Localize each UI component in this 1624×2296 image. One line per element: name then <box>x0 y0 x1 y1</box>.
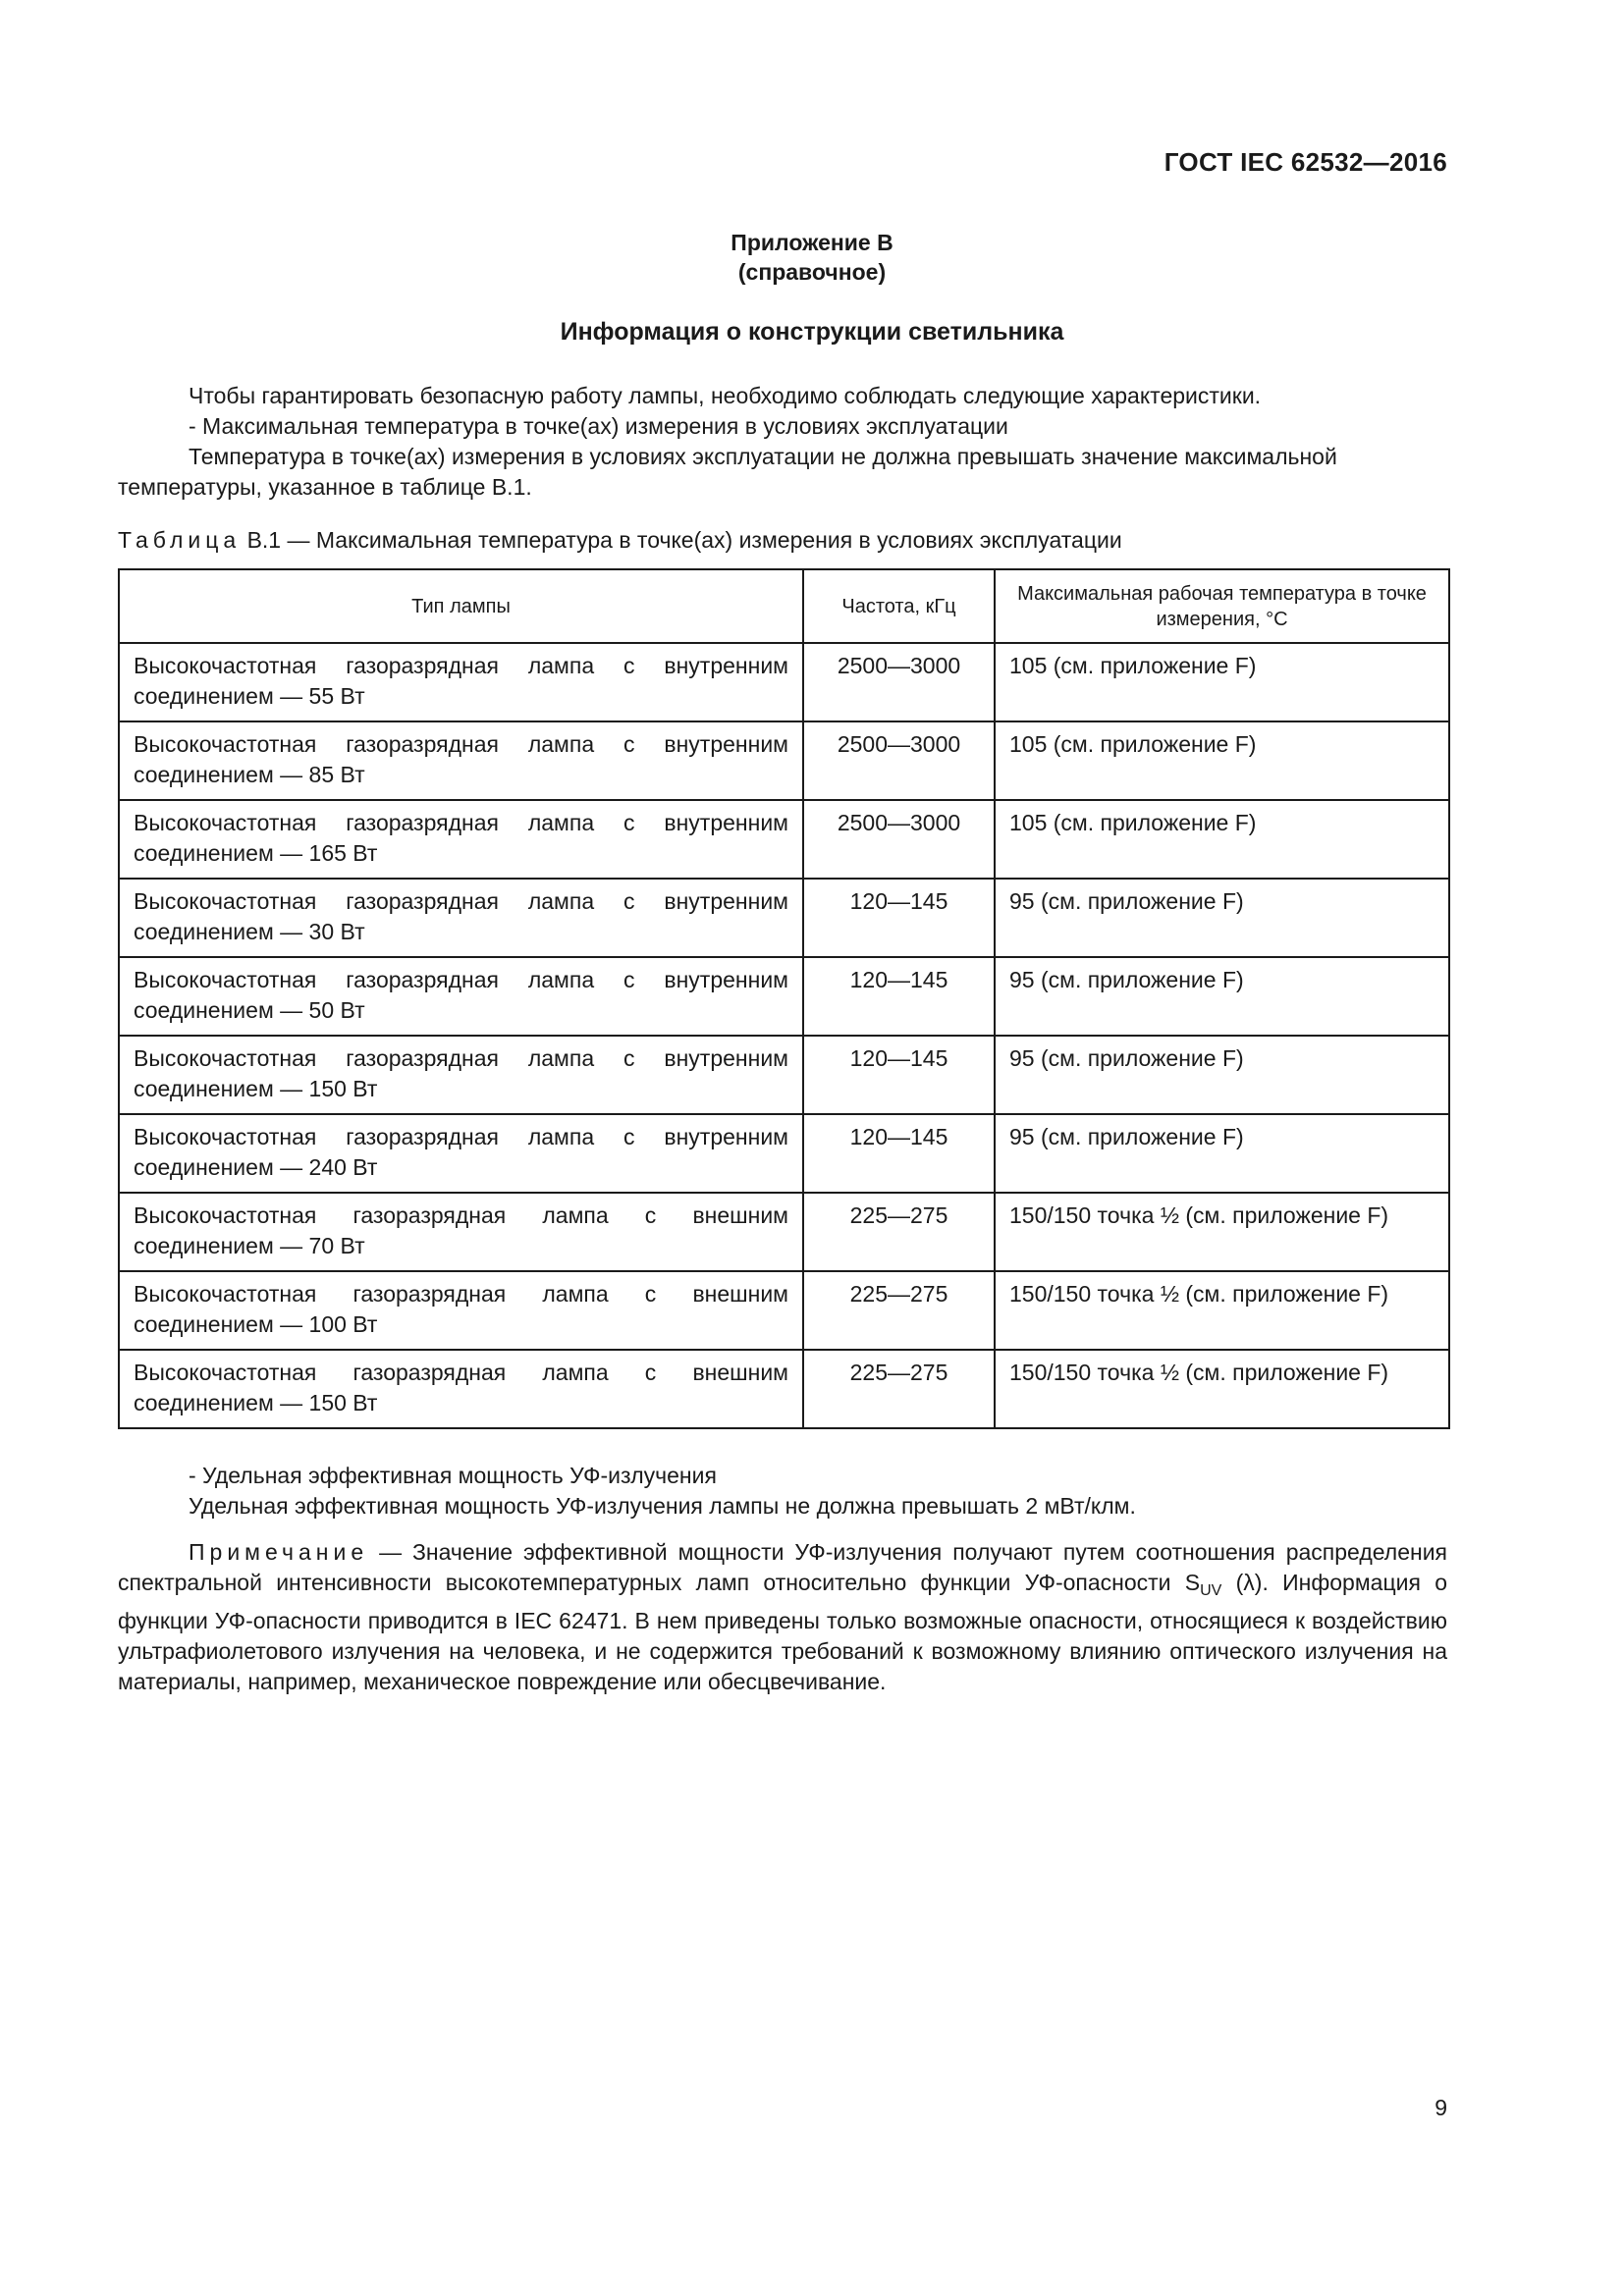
cell-temperature: 150/150 точка ½ (см. приложение F) <box>995 1193 1449 1271</box>
note-subscript: UV <box>1200 1582 1222 1599</box>
note-paragraph <box>118 1537 1447 1697</box>
cell-lamp-type: Высокочастотная газоразрядная лампа с внутренним соединением — 30 Вт <box>119 879 803 957</box>
document-code: ГОСТ IEC 62532—2016 <box>1164 147 1447 177</box>
cell-temperature: 105 (см. приложение F) <box>995 800 1449 879</box>
note-label: Примечание <box>189 1539 369 1565</box>
table-row <box>119 800 1449 879</box>
table-caption-prefix: Таблица <box>118 527 242 553</box>
cell-temperature: 150/150 точка ½ (см. приложение F) <box>995 1350 1449 1428</box>
uv-requirement-text <box>118 1461 1447 1522</box>
table-caption <box>118 527 1122 554</box>
cell-temperature: 105 (см. приложение F) <box>995 721 1449 800</box>
note-text-part1: — Значение эффективной мощности УФ-излучения получают путем соотношения распределения спектральной интенсивности высокотемпературных ламп относительно функции УФ-опасности S <box>118 1539 1447 1595</box>
header-max-temperature: Максимальная рабочая температура в точке измерения, °С <box>995 569 1449 643</box>
intro-paragraph: Чтобы гарантировать безопасную работу лампы, необходимо соблюдать следующие характеристики. <box>189 383 1262 408</box>
cell-lamp-type: Высокочастотная газоразрядная лампа с внутренним соединением — 55 Вт <box>119 643 803 721</box>
uv-paragraph: Удельная эффективная мощность УФ-излучения лампы не должна превышать 2 мВт/клм. <box>189 1493 1136 1519</box>
cell-frequency: 2500—3000 <box>803 721 995 800</box>
cell-temperature: 95 (см. приложение F) <box>995 1114 1449 1193</box>
cell-temperature: 95 (см. приложение F) <box>995 1036 1449 1114</box>
cell-lamp-type: Высокочастотная газоразрядная лампа с внутренним соединением — 150 Вт <box>119 1036 803 1114</box>
cell-temperature: 150/150 точка ½ (см. приложение F) <box>995 1271 1449 1350</box>
annex-status: (справочное) <box>737 259 887 285</box>
annex-title: Приложение В <box>731 230 893 255</box>
intro-paragraph: Температура в точке(ах) измерения в условиях эксплуатации не должна превышать значение максимальной температуры, указанное в таблице В.1. <box>118 444 1337 500</box>
cell-frequency: 2500—3000 <box>803 800 995 879</box>
cell-lamp-type: Высокочастотная газоразрядная лампа с внутренним соединением — 85 Вт <box>119 721 803 800</box>
table-row <box>119 721 1449 800</box>
cell-frequency: 225—275 <box>803 1271 995 1350</box>
cell-lamp-type: Высокочастотная газоразрядная лампа с внешним соединением — 70 Вт <box>119 1193 803 1271</box>
cell-lamp-type: Высокочастотная газоразрядная лампа с внутренним соединением — 240 Вт <box>119 1114 803 1193</box>
cell-temperature: 105 (см. приложение F) <box>995 643 1449 721</box>
table-row <box>119 643 1449 721</box>
cell-frequency: 120—145 <box>803 1036 995 1114</box>
table-row <box>119 879 1449 957</box>
cell-temperature: 95 (см. приложение F) <box>995 957 1449 1036</box>
table-row <box>119 1193 1449 1271</box>
table-row <box>119 1036 1449 1114</box>
table-row <box>119 1350 1449 1428</box>
cell-frequency: 2500—3000 <box>803 643 995 721</box>
uv-paragraph: - Удельная эффективная мощность УФ-излучения <box>189 1463 717 1488</box>
cell-lamp-type: Высокочастотная газоразрядная лампа с внешним соединением — 100 Вт <box>119 1271 803 1350</box>
annex-heading <box>0 228 1624 287</box>
cell-frequency: 120—145 <box>803 957 995 1036</box>
cell-frequency: 120—145 <box>803 879 995 957</box>
table-row <box>119 957 1449 1036</box>
cell-lamp-type: Высокочастотная газоразрядная лампа с внутренним соединением — 165 Вт <box>119 800 803 879</box>
table-row <box>119 1114 1449 1193</box>
header-frequency: Частота, кГц <box>803 569 995 643</box>
table-header-row <box>119 569 1449 643</box>
cell-lamp-type: Высокочастотная газоразрядная лампа с внутренним соединением — 50 Вт <box>119 957 803 1036</box>
note-text-part2: (λ). Информация о функции УФ-опасности приводится в IEC 62471. В нем приведены только возможные опасности, относящиеся к воздействию ультрафиолетового излучения на человека, и не содержится требований к возможному влиянию оптического излучения на материалы, например, механическое повреждение или обесцвечивание. <box>118 1570 1447 1694</box>
cell-frequency: 225—275 <box>803 1193 995 1271</box>
temperature-table <box>118 568 1450 1429</box>
cell-frequency: 225—275 <box>803 1350 995 1428</box>
cell-lamp-type: Высокочастотная газоразрядная лампа с внешним соединением — 150 Вт <box>119 1350 803 1428</box>
cell-temperature: 95 (см. приложение F) <box>995 879 1449 957</box>
table-caption-text: В.1 — Максимальная температура в точке(ах) измерения в условиях эксплуатации <box>241 527 1122 553</box>
intro-text <box>118 381 1447 503</box>
header-lamp-type: Тип лампы <box>119 569 803 643</box>
note-block <box>118 1537 1447 1697</box>
table-row <box>119 1271 1449 1350</box>
section-title: Информация о конструкции светильника <box>560 318 1064 346</box>
cell-frequency: 120—145 <box>803 1114 995 1193</box>
intro-paragraph: - Максимальная температура в точке(ах) измерения в условиях эксплуатации <box>189 413 1008 439</box>
page-number: 9 <box>1435 2095 1447 2120</box>
